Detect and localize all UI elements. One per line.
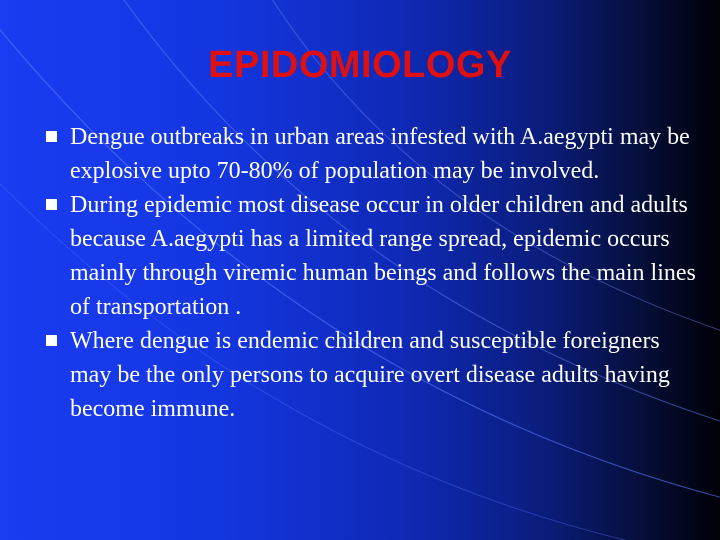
square-bullet-icon — [46, 335, 57, 346]
bullet-item — [46, 188, 696, 324]
square-bullet-icon — [46, 199, 57, 210]
bullet-item — [46, 324, 696, 426]
bullet-item — [46, 120, 696, 188]
square-bullet-icon — [46, 131, 57, 142]
bullet-text: Dengue outbreaks in urban areas infested with A.aegypti may be explosive upto 70-80% of population may be involved. — [70, 124, 690, 184]
slide-title: EPIDOMIOLOGY — [208, 44, 512, 86]
bullet-text: Where dengue is endemic children and susceptible foreigners may be the only persons to acquire overt disease adults having become immune. — [70, 328, 670, 422]
bullet-text: During epidemic most disease occur in older children and adults because A.aegypti has a limited range spread, epidemic occurs mainly through viremic human beings and follows the main lines of transportation . — [70, 192, 696, 320]
bullet-list — [46, 120, 696, 426]
